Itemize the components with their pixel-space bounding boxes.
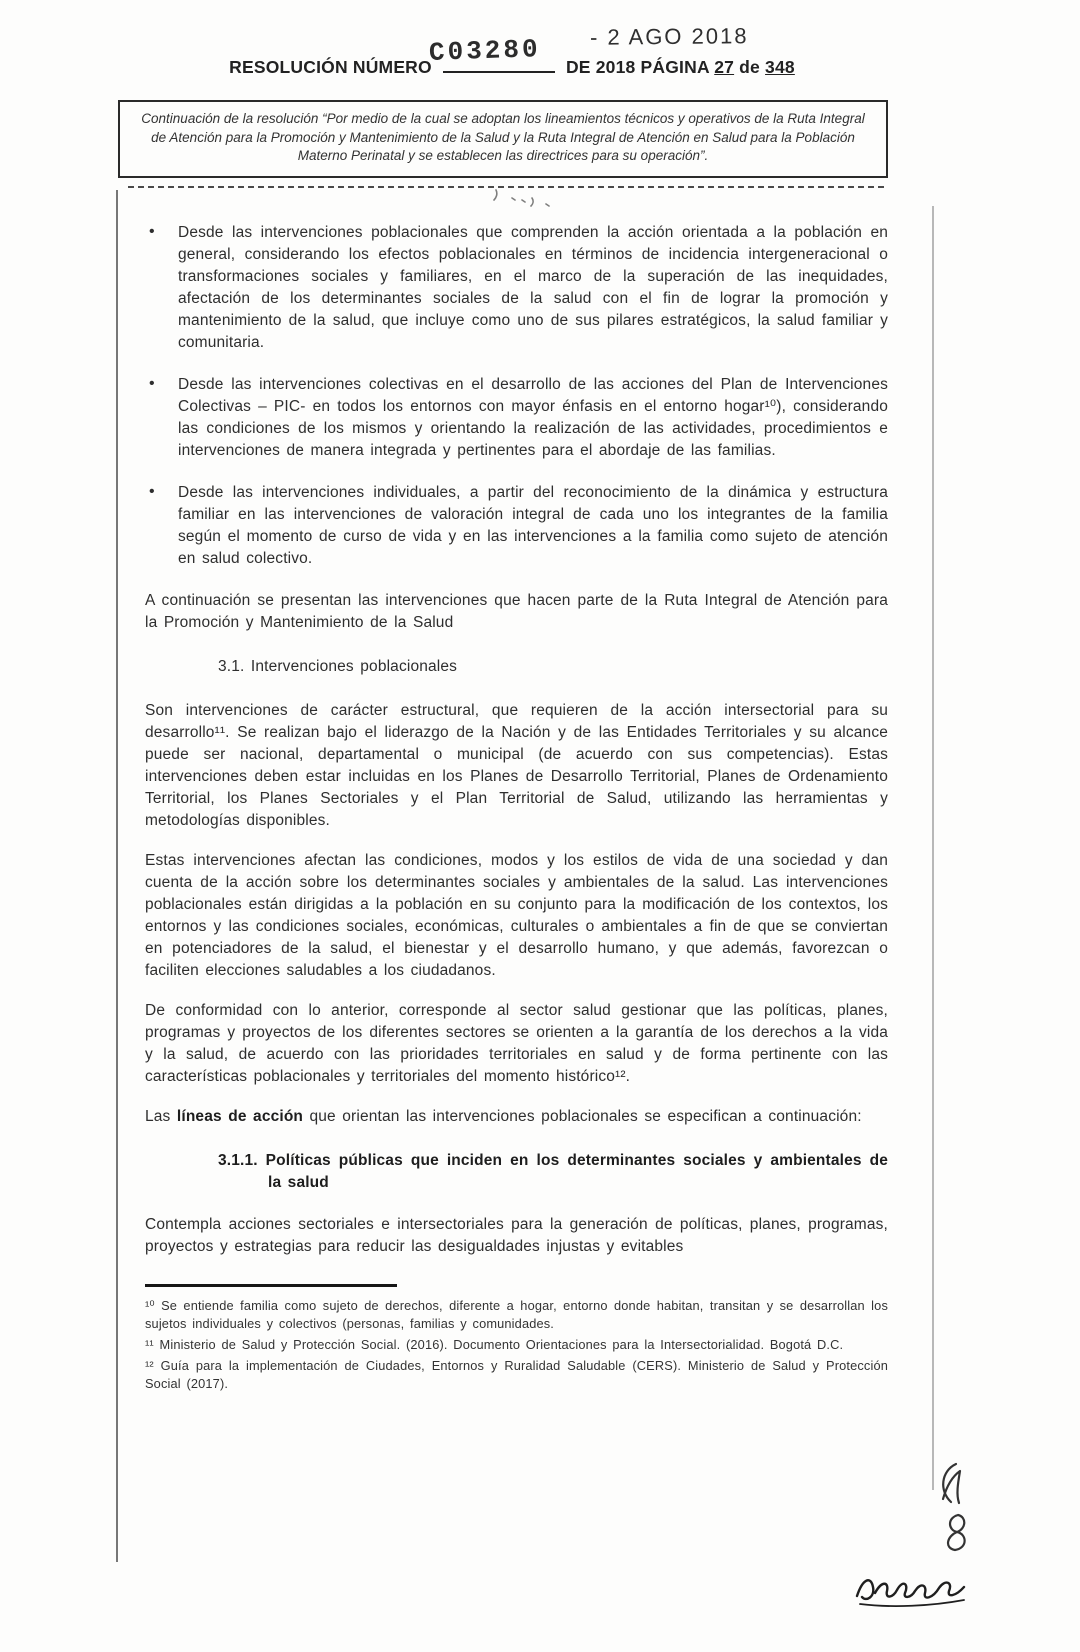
bullet-text-individuales: Desde las intervenciones individuales, a partir del reconocimiento de la dinámica y estructura familiar en las intervenciones de valoración integral de cada uno los integrantes de la familia según el momento de curso de vida y en las intervenciones a la familia como sujeto de atención en salud colectivo. [178, 484, 888, 567]
lineas-bold: líneas de acción [176, 1108, 304, 1125]
paragraph-lineas [145, 1106, 888, 1128]
date-stamp: - 2 AGO 2018 [589, 23, 749, 50]
paragraph-intro: A continuación se presentan las intervenciones que hacen parte de la Ruta Integral de Atención para la Promoción y Mantenimiento de la Salud [145, 592, 888, 631]
section-heading-3-1-1: 3.1.1. Políticas públicas que inciden en los determinantes sociales y ambientales de la salud [218, 1152, 888, 1191]
bullet-item [145, 222, 888, 354]
bullet-marker: • [149, 223, 155, 240]
resolution-number-blank [428, 34, 555, 73]
stamped-resolution-number: C03280 [428, 34, 542, 68]
handwritten-initial-mark [928, 1458, 970, 1513]
paragraph-structural: Son intervenciones de carácter estructural, que requieren de la acción intersectorial para su desarrollo¹¹. Se realizan bajo el liderazgo de la Nación y de las Entidades Territoriales y su alcance puede ser nacional, departamental o municipal (de acuerdo con sus competencias). Estas intervenciones deben estar incluidas en los Planes de Desarrollo Territorial, Planes de Ordenamiento Territorial, los Planes Sectoriales y el Plan Territorial de Salud, utilizando las herramientas y metodologías disponibles. [145, 702, 888, 829]
paragraph-conformidad: De conformidad con lo anterior, corresponde al sector salud gestionar que las políticas, planes, programas y proyectos de los diferentes sectores se orienten a la garantía de los derechos a la vida y la salud, de acuerdo con las prioridades territoriales en salud y de forma pertinente con las características poblacionales y territoriales del momento histórico¹². [145, 1002, 888, 1085]
paragraph-conditions: Estas intervenciones afectan las condiciones, modos y los estilos de vida de una sociedad y dan cuenta de la acción sobre los determinantes sociales y ambientales de la salud. Las intervenciones poblacionales están dirigidas a la población en su conjunto para la modificación de los contextos, los entornos y las condiciones sociales, económicas, culturales o ambientales a fin de que se conviertan en potenciadores de la salud, el bienestar y el desarrollo humano, y que además, favorezcan o faciliten elecciones saludables a los ciudadanos. [145, 852, 888, 979]
handwritten-figure-mark [938, 1510, 972, 1561]
title-prefix: RESOLUCIÓN NÚMERO [229, 57, 432, 77]
page-number: 27 [714, 57, 735, 77]
bullet-marker: • [149, 375, 155, 392]
bullet-text-poblacionales: Desde las intervenciones poblacionales que comprenden la acción orientada a la población en general, considerando los efectos poblacionales en términos de incidencia intergeneracional o transformaciones sociales y familiares, en el marco de la superación de las inequidades, afectación de los determinantes sociales de la salud con el fin de lograr la promoción y mantenimiento de la salud, que incluye como uno de sus pilares estratégicos, la salud familiar y comunitaria. [178, 224, 888, 351]
lineas-pre: Las [145, 1108, 177, 1125]
footnote-rule [145, 1284, 397, 1287]
paragraph-contempla: Contempla acciones sectoriales e intersectoriales para la generación de políticas, planes, programas, proyectos y estrategias para reducir las desigualdades injustas y evitables [145, 1216, 888, 1255]
continuation-text: Continuación de la resolución “Por medio de la cual se adoptan los lineamientos técnicos y operativos de la Ruta Integral de Atención para la Promoción y Mantenimiento de la Salud y la Ruta Integral de Atención en Salud para la Población Materno Perinatal y se establecen las directrices para su operación”. [141, 111, 865, 164]
lineas-post: que orientan las intervenciones poblacionales se especifican a continuación: [303, 1108, 862, 1125]
section-heading-3-1: 3.1. Intervenciones poblacionales [218, 658, 458, 675]
of-label: de [739, 57, 760, 77]
pen-mark [488, 184, 566, 217]
footnote-12: ¹² Guía para la implementación de Ciudades, Entornos y Ruralidad Saludable (CERS). Ministerio de Salud y Protección Social (2017). [145, 1358, 888, 1391]
footnote-11: ¹¹ Ministerio de Salud y Protección Social. (2016). Documento Orientaciones para la Intersectorialidad. Bogotá D.C. [145, 1337, 844, 1352]
footnote-10: ¹⁰ Se entiende familia como sujeto de derechos, diferente a hogar, entorno donde habitan, transitan y se desarrollan los sujetos individuales y colectivos (personas, familias y comunidades. [145, 1298, 888, 1331]
title-middle: DE 2018 PÁGINA [565, 57, 710, 77]
total-pages: 348 [765, 57, 795, 77]
page-border-right-line [932, 206, 934, 1490]
bullet-item [145, 482, 888, 570]
page-border-left-line [116, 190, 118, 1562]
bullet-text-colectivas: Desde las intervenciones colectivas en el desarrollo de las acciones del Plan de Intervenciones Colectivas – PIC- en todos los entornos con mayor énfasis en el entorno hogar¹⁰), considerando las condiciones de los mismos y orientando la realización de las actividades, procedimientos e intervenciones de manera integrada y pertinentes para el abordaje de las familias. [178, 376, 888, 459]
bullet-marker: • [149, 483, 155, 500]
continuation-box [118, 100, 888, 178]
document-body [145, 222, 888, 1396]
signature-scribble [852, 1558, 972, 1618]
bullet-item [145, 374, 888, 462]
